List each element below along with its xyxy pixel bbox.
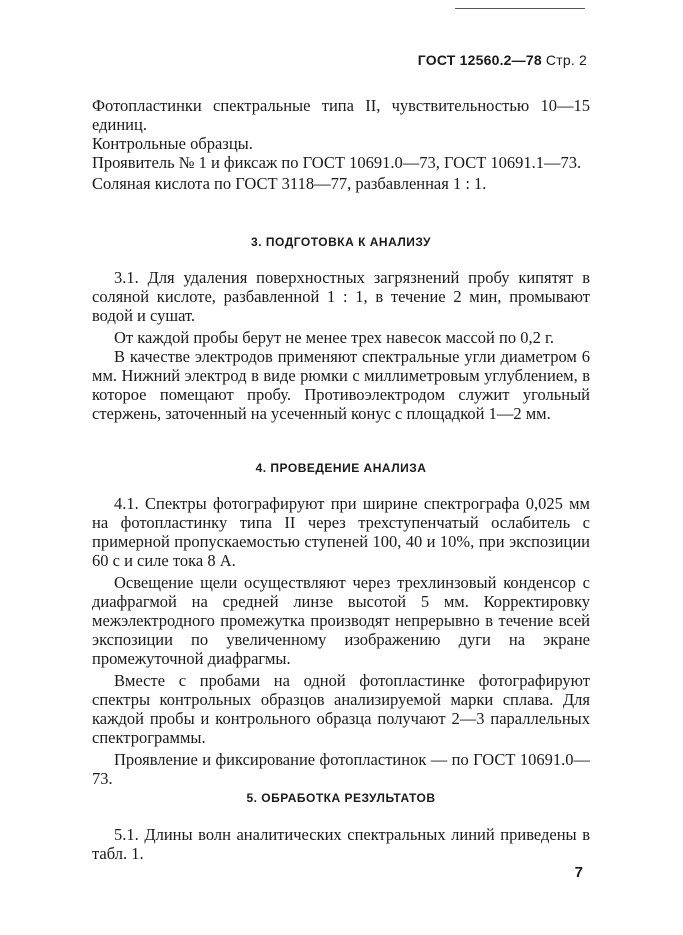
- paragraph: Проявление и фиксирование фотопластинок — по ГОСТ 10691.0—73.: [92, 750, 590, 788]
- section-5-body: [92, 825, 590, 863]
- material-item: Контрольные образцы.: [92, 134, 253, 153]
- paragraph: 4.1. Спектры фотографируют при ширине спектрографа 0,025 мм на фотопластинку типа II через трехступенчатый ослабитель с примерной пропускаемостью ступеней 100, 40 и 10%, при экспозиции 60 с и силе тока 8 А.: [92, 494, 590, 570]
- material-item: Проявитель № 1 и фиксаж по ГОСТ 10691.0—73, ГОСТ 10691.1—73.: [92, 153, 582, 172]
- materials-list: [92, 96, 590, 193]
- paragraph: От каждой пробы берут не менее трех навесок массой по 0,2 г.: [114, 328, 554, 347]
- section-3-body: [92, 268, 590, 423]
- section-4-body: [92, 494, 590, 788]
- doc-code: ГОСТ 12560.2—78: [417, 52, 542, 68]
- paragraph: Вместе с пробами на одной фотопластинке фотографируют спектры контрольных образцов анализируемой марки сплава. Для каждой пробы и контрольного образца получают 2—3 параллельных спектрограммы.: [92, 671, 590, 747]
- paragraph: Освещение щели осуществляют через трехлинзовый конденсор с диафрагмой на средней линзе высотой 5 мм. Корректировку межэлектродного промежутка производят непрерывно в течение всей экспозиции по увеличенному изображению дуги на экране промежуточной диафрагмы.: [92, 573, 590, 668]
- page-number: 7: [574, 864, 583, 881]
- section-heading-5: 5. ОБРАБОТКА РЕЗУЛЬТАТОВ: [246, 791, 436, 805]
- section-heading-4: 4. ПРОВЕДЕНИЕ АНАЛИЗА: [255, 461, 427, 475]
- material-item: Фотопластинки спектральные типа II, чувствительностью 10—15 единиц.: [92, 96, 590, 134]
- section-heading-3: 3. ПОДГОТОВКА К АНАЛИЗУ: [251, 235, 431, 249]
- material-item: Соляная кислота по ГОСТ 3118—77, разбавленная 1 : 1.: [92, 174, 487, 193]
- paragraph: В качестве электродов применяют спектральные угли диаметром 6 мм. Нижний электрод в виде рюмки с миллиметровым углублением, в которое помещают пробу. Противоэлектродом служит угольный стержень, заточенный на усеченный конус с площадкой 1—2 мм.: [92, 347, 590, 423]
- page-label: Стр. 2: [545, 52, 587, 68]
- paragraph: 5.1. Длины волн аналитических спектральных линий приведены в табл. 1.: [92, 825, 590, 863]
- top-rule: [455, 8, 585, 9]
- page-header: [418, 52, 587, 68]
- paragraph: 3.1. Для удаления поверхностных загрязнений пробу кипятят в соляной кислоте, разбавленной 1 : 1, в течение 2 мин, промывают водой и сушат.: [92, 268, 590, 325]
